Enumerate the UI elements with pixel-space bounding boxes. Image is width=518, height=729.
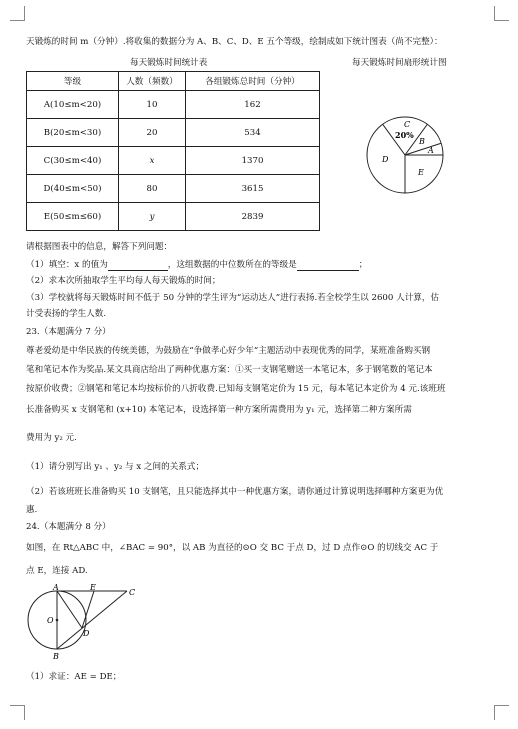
count-cell: 10 xyxy=(119,91,186,119)
pie-label-a: A xyxy=(428,146,434,155)
q22-part1: （1）填空：x 的值为 ，这组数据的中位数所在的等级是 ； xyxy=(26,260,368,270)
total-time-cell: 162 xyxy=(186,91,320,119)
pie-label-c: C xyxy=(404,120,411,129)
exercise-time-table xyxy=(26,71,320,231)
q23-sub1: （1）请分别写出 y₁ 、y₂ 与 x 之间的关系式； xyxy=(26,462,205,472)
table-row xyxy=(27,91,320,119)
table-row xyxy=(27,203,320,231)
total-time-cell: 2839 xyxy=(186,203,320,231)
total-time-cell: 1370 xyxy=(186,147,320,175)
point-label-a: A xyxy=(53,583,59,592)
q23-line2: 笔和笔记本作为奖品.某文具商店给出了两种优惠方案：①买一支钢笔赠送一本笔记本，多于钢笔数的笔记本 xyxy=(26,365,433,375)
q23-title: 23.（本题满分 7 分） xyxy=(26,327,111,337)
header-cell: 等级 xyxy=(27,72,119,91)
pie-label-e: E xyxy=(418,168,424,177)
point-label-c: C xyxy=(129,588,136,597)
segment-bc xyxy=(57,591,127,649)
center-point xyxy=(56,619,59,622)
point-label-e: E xyxy=(90,583,96,592)
pie-label-b: B xyxy=(419,137,425,146)
answer-blank xyxy=(108,270,168,271)
intro-line: 天锻炼的时间 m（分钟）.将收集的数据分为 A、B、C、D、E 五个等级，绘制成如下统计图表（尚不完整）： xyxy=(26,37,443,47)
header-cell: 人数（频数） xyxy=(119,72,186,91)
segment-ad xyxy=(57,591,82,628)
table-header-row xyxy=(27,72,320,91)
total-time-cell: 534 xyxy=(186,119,320,147)
grade-cell: B(20≤m<30) xyxy=(27,119,119,147)
header-cell: 各组锻炼总时间（分钟） xyxy=(186,72,320,91)
table-row xyxy=(27,147,320,175)
crop-mark-top-right xyxy=(494,6,509,21)
total-time-cell: 3615 xyxy=(186,175,320,203)
table-row xyxy=(27,119,320,147)
crop-mark-bottom-left xyxy=(10,705,25,720)
grade-cell: E(50≤m≤60) xyxy=(27,203,119,231)
q24-sub1: （1）求证：AE = DE； xyxy=(26,672,122,682)
count-cell: x xyxy=(119,147,186,175)
pie-label-d: D xyxy=(382,155,389,164)
q23-sub2-line2: 惠. xyxy=(26,505,38,515)
q23-line5: 费用为 y₂ 元. xyxy=(26,433,77,443)
grade-cell: C(30≤m<40) xyxy=(27,147,119,175)
q24-line2: 点 E，连接 AD. xyxy=(26,566,88,576)
grade-cell: A(10≤m<20) xyxy=(27,91,119,119)
count-cell: y xyxy=(119,203,186,231)
count-cell: 80 xyxy=(119,175,186,203)
q24-line1: 如图，在 Rt△ABC 中，∠BAC = 90°，以 AB 为直径的⊙O 交 BC 于点 D，过 D 点作⊙O 的切线交 AC 于 xyxy=(26,543,439,553)
pie-chart xyxy=(360,110,460,200)
geometry-figure xyxy=(22,583,152,667)
table-title: 每天锻炼时间统计表 xyxy=(130,58,208,68)
q22-part3-line1: （3）学校就将每天锻炼时间不低于 50 分钟的学生评为“运动达人”进行表扬.若全校学生以 2600 人计算，估 xyxy=(26,293,440,303)
pie-title: 每天锻炼时间扇形统计图 xyxy=(352,58,447,68)
q23-line3: 按原价收费；②钢笔和笔记本均按标价的八折收费.已知每支钢笔定价为 15 元，每本笔记本定价为 4 元.该班班 xyxy=(26,384,446,394)
q23-line4: 长准备购买 x 支钢笔和 (x+10) 本笔记本，设选择第一种方案所需费用为 y₁ 元，选择第二种方案所需 xyxy=(26,405,412,415)
q22-part3-line2: 计受表扬的学生人数. xyxy=(26,309,107,319)
point-label-o: O xyxy=(47,616,54,625)
point-label-d: D xyxy=(83,629,90,638)
crop-mark-bottom-right xyxy=(494,705,509,720)
answer-blank xyxy=(297,270,359,271)
q23-line1: 尊老爱幼是中华民族的传统美德，为鼓励在“争做孝心好少年”主题活动中表现优秀的同学，某班准备购买钢 xyxy=(26,346,431,356)
q24-title: 24.（本题满分 8 分） xyxy=(26,522,111,532)
crop-mark-top-left xyxy=(10,6,25,21)
point-label-b: B xyxy=(53,652,59,661)
q22-lead: 请根据图表中的信息，解答下列问题： xyxy=(26,242,173,252)
grade-cell: D(40≤m<50) xyxy=(27,175,119,203)
count-cell: 20 xyxy=(119,119,186,147)
table-row xyxy=(27,175,320,203)
pie-label-c-percent: 20% xyxy=(395,130,414,140)
q23-sub2-line1: （2）若该班班长准备购买 10 支钢笔，且只能选择其中一种优惠方案，请你通过计算说明选择哪种方案更为优 xyxy=(26,487,444,497)
q22-part2: （2）求本次所抽取学生平均每人每天锻炼的时间； xyxy=(26,276,221,286)
